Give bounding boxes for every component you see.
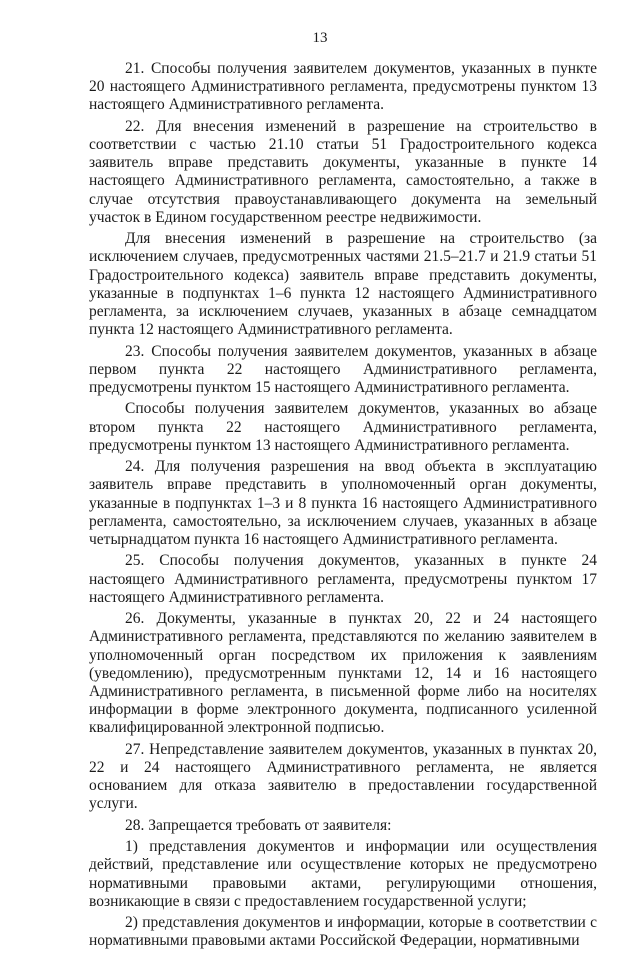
paragraph-23-abzac-2: Способы получения заявителем документов, указанных во абзаце втором пункта 22 настоящего Административного регламента, предусмотрены пунктом 13 настоящего Административного регламента. — [89, 400, 597, 454]
paragraph-23: 23. Способы получения заявителем документов, указанных в абзаце первом пункта 22 настоящего Административного регламента, предусмотрены пунктом 15 настоящего Административного регламента. — [89, 342, 597, 397]
paragraph-27: 27. Непредставление заявителем документов, указанных в пунктах 20, 22 и 24 настоящего Административного регламента, не является основанием для отказа заявителю в предоставлении государственной услуги. — [89, 740, 597, 813]
paragraph-26: 26. Документы, указанные в пунктах 20, 22 и 24 настоящего Административного регламента, представляются по желанию заявителем в уполномоченный орган посредством их приложения к заявлениям (уведомлению), предусмотренным пунктами 12, 14 и 16 настоящего Административного регламента, в письменной форме либо на носителях информации в форме электронного документа, подписанного усиленной квалифицированной электронной подписью. — [89, 610, 597, 737]
paragraph-28: 28. Запрещается требовать от заявителя: — [125, 816, 392, 834]
paragraph-22-abzac-2: Для внесения изменений в разрешение на строительство (за исключением случаев, предусмотренных частями 21.5–21.7 и 21.9 статьи 51 Градостроительного кодекса) заявитель вправе представить документы, указанные в подпунктах 1–6 пункта 12 настоящего Административного регламента, за исключением случаев, указанных в абзаце семнадцатом пункта 12 настоящего Административного регламента. — [89, 230, 597, 339]
paragraph-28-item-2: 2) представления документов и информации, которые в соответствии с нормативными правовыми актами Российской Федерации, нормативными — [89, 914, 597, 950]
paragraph-21: 21. Способы получения заявителем документов, указанных в пункте 20 настоящего Административного регламента, предусмотрены пунктом 13 настоящего Административного регламента. — [89, 60, 597, 114]
paragraph-24: 24. Для получения разрешения на ввод объекта в эксплуатацию заявитель вправе представить в уполномоченный орган документы, указанные в подпунктах 1–3 и 8 пункта 16 настоящего Административного регламента, самостоятельно, за исключением случаев, указанных в абзаце четырнадцатом пункта 16 настоящего Административного регламента. — [89, 458, 597, 549]
page-number: 13 — [312, 30, 328, 46]
document-body — [89, 60, 597, 954]
paragraph-25: 25. Способы получения документов, указанных в пункте 24 настоящего Административного регламента, предусмотрены пунктом 17 настоящего Административного регламента. — [89, 552, 597, 606]
paragraph-28-item-1: 1) представления документов и информации или осуществления действий, представление или осуществление которых не предусмотрено нормативными правовыми актами, регулирующими отношения, возникающие в связи с предоставлением государственной услуги; — [89, 838, 597, 910]
paragraph-22: 22. Для внесения изменений в разрешение на строительство в соответствии с частью 21.10 статьи 51 Градостроительного кодекса заявитель вправе представить документы, указанные в пункте 14 настоящего Административного регламента, самостоятельно, а также в случае отсутствия правоустанавливающего документа на земельный участок в Едином государственном реестре недвижимости. — [89, 117, 597, 226]
